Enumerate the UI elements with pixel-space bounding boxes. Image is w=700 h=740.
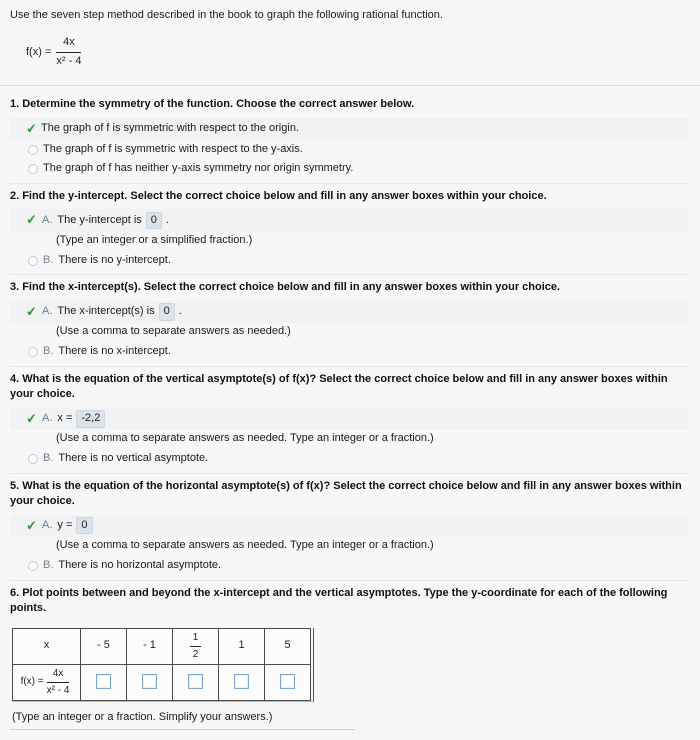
q3-choice-b[interactable] — [10, 342, 688, 361]
choice-text-after: . — [178, 305, 182, 318]
q1-option-y-axis[interactable] — [10, 140, 688, 159]
question-5-number: 5. — [10, 479, 20, 492]
choice-text-before: The x-intercept(s) is — [57, 305, 155, 318]
question-4-text: What is the equation of the vertical asymptote(s) of f(x)? Select the correct choice below and fill in any answer boxes within your choice. — [10, 372, 668, 401]
choice-letter: A. — [42, 412, 53, 425]
section-divider — [0, 85, 700, 86]
q1-option-origin[interactable] — [10, 118, 688, 140]
question-2 — [10, 183, 688, 275]
correct-check-icon — [26, 410, 41, 428]
x-value-cell — [173, 628, 219, 664]
choice-text — [57, 212, 169, 229]
formula-denominator: x² - 4 — [56, 54, 82, 67]
choice-text: There is no horizontal asymptote. — [58, 559, 222, 572]
fx-answer-cell — [81, 664, 127, 700]
choice-letter: B. — [43, 452, 54, 465]
choice-text-after: . — [165, 213, 169, 226]
choice-text: There is no y-intercept. — [58, 253, 171, 266]
option-label: The graph of f has neither y-axis symmetry nor origin symmetry. — [43, 162, 354, 175]
question-1 — [10, 92, 688, 183]
choice-letter: A. — [42, 305, 53, 318]
q6-footnote: (Type an integer or a fraction. Simplify your answers.) — [10, 707, 355, 730]
x-value-cell: 5 — [265, 628, 311, 664]
vertical-asymptote-answer-box[interactable]: -2,2 — [76, 410, 105, 427]
q2-choice-b[interactable] — [10, 251, 688, 270]
question-6 — [10, 580, 688, 735]
q4-choice-a[interactable] — [10, 408, 688, 430]
fx-lhs: f(x) = — [20, 676, 44, 688]
question-3-number: 3. — [10, 281, 20, 294]
fx-answer-cell — [219, 664, 265, 700]
x-intercept-answer-box[interactable]: 0 — [159, 303, 175, 320]
fraction-denominator: 2 — [192, 648, 199, 660]
function-formula — [26, 35, 84, 69]
fx-answer-cell — [173, 664, 219, 700]
x-row-label: x — [13, 628, 81, 664]
choice-letter: A. — [42, 213, 53, 226]
question-1-number: 1. — [10, 98, 20, 111]
question-5-stem — [10, 479, 688, 510]
page-instruction: Use the seven step method described in the book to graph the following rational function. — [10, 9, 443, 21]
points-table-wrap — [12, 628, 314, 702]
formula-fraction — [56, 35, 81, 69]
q3-hint: (Use a comma to separate answers as needed.) — [56, 325, 291, 338]
fx-values-row — [13, 664, 311, 700]
choice-text — [57, 517, 96, 534]
q2-hint: (Type an integer or a simplified fraction.) — [56, 233, 253, 246]
one-half-fraction — [190, 631, 202, 662]
question-4-stem — [10, 372, 688, 403]
choice-letter: B. — [43, 559, 54, 572]
q2-choice-a[interactable] — [10, 209, 688, 231]
option-label: The graph of f is symmetric with respect to the y-axis. — [43, 142, 303, 155]
question-2-stem — [10, 189, 688, 204]
horizontal-asymptote-answer-box[interactable]: 0 — [76, 517, 92, 534]
fx-answer-cell — [127, 664, 173, 700]
question-5 — [10, 473, 688, 580]
question-2-text: Find the y-intercept. Select the correct choice below and fill in any answer boxes within your choice. — [22, 189, 547, 202]
q3-choice-a[interactable] — [10, 301, 688, 323]
question-2-number: 2. — [10, 189, 20, 202]
question-5-text: What is the equation of the horizontal asymptote(s) of f(x)? Select the correct choice below and fill in any answer boxes within your choice. — [10, 479, 682, 508]
x-value-cell: - 1 — [127, 628, 173, 664]
choice-text-before: x = — [57, 412, 73, 425]
question-6-text: Plot points between and beyond the x-intercept and the vertical asymptotes. Type the y-coordinate for each of the following points. — [10, 586, 668, 615]
points-table — [12, 628, 311, 701]
q5-choice-b[interactable] — [10, 556, 688, 575]
choice-letter: B. — [43, 345, 54, 358]
choice-letter: B. — [43, 253, 54, 266]
radio-icon[interactable] — [28, 164, 38, 174]
q4-hint: (Use a comma to separate answers as needed. Type an integer or a fraction.) — [56, 432, 434, 445]
formula-lhs: f(x) = — [26, 45, 52, 58]
y-value-input-2[interactable] — [142, 674, 157, 689]
correct-check-icon — [26, 120, 41, 138]
q5-choice-a[interactable] — [10, 515, 688, 537]
question-6-stem — [10, 586, 688, 617]
question-1-text: Determine the symmetry of the function. Choose the correct answer below. — [22, 98, 415, 111]
x-values-row — [13, 628, 311, 664]
choice-text-before: y = — [57, 519, 73, 532]
radio-icon[interactable] — [28, 145, 38, 155]
fx-denominator: x² - 4 — [46, 684, 70, 696]
q5-hint: (Use a comma to separate answers as needed. Type an integer or a fraction.) — [56, 538, 434, 551]
fx-answer-cell — [265, 664, 311, 700]
x-value-cell: - 5 — [81, 628, 127, 664]
q4-choice-b[interactable] — [10, 449, 688, 468]
question-1-stem — [10, 97, 688, 112]
correct-check-icon — [26, 303, 41, 321]
radio-icon[interactable] — [28, 561, 38, 571]
question-6-number: 6. — [10, 586, 20, 599]
fx-numerator: 4x — [47, 667, 70, 683]
option-label: The graph of f is symmetric with respect to the origin. — [41, 122, 299, 135]
question-4 — [10, 366, 688, 473]
y-value-input-4[interactable] — [234, 674, 249, 689]
y-value-input-3[interactable] — [188, 674, 203, 689]
y-value-input-1[interactable] — [96, 674, 111, 689]
correct-check-icon — [26, 517, 41, 535]
choice-text — [57, 410, 109, 427]
choice-text: There is no x-intercept. — [58, 345, 171, 358]
fx-fraction — [47, 667, 70, 698]
radio-icon[interactable] — [28, 256, 38, 266]
choice-letter: A. — [42, 519, 53, 532]
fraction-numerator: 1 — [190, 631, 202, 647]
choice-text-before: The y-intercept is — [57, 213, 142, 226]
x-value-cell: 1 — [219, 628, 265, 664]
correct-check-icon — [26, 211, 41, 229]
fx-formula — [21, 667, 73, 698]
question-3-text: Find the x-intercept(s). Select the correct choice below and fill in any answer boxes within your choice. — [22, 281, 561, 294]
choice-text: There is no vertical asymptote. — [58, 452, 209, 465]
radio-icon[interactable] — [28, 347, 38, 357]
fx-row-label — [13, 664, 81, 700]
formula-numerator: 4x — [56, 35, 81, 52]
radio-icon[interactable] — [28, 454, 38, 464]
y-value-input-5[interactable] — [280, 674, 295, 689]
question-4-number: 4. — [10, 372, 20, 385]
q1-option-neither[interactable] — [10, 159, 688, 178]
question-3-stem — [10, 280, 688, 295]
choice-text — [57, 303, 181, 320]
y-intercept-answer-box[interactable]: 0 — [146, 212, 162, 229]
question-3 — [10, 274, 688, 366]
